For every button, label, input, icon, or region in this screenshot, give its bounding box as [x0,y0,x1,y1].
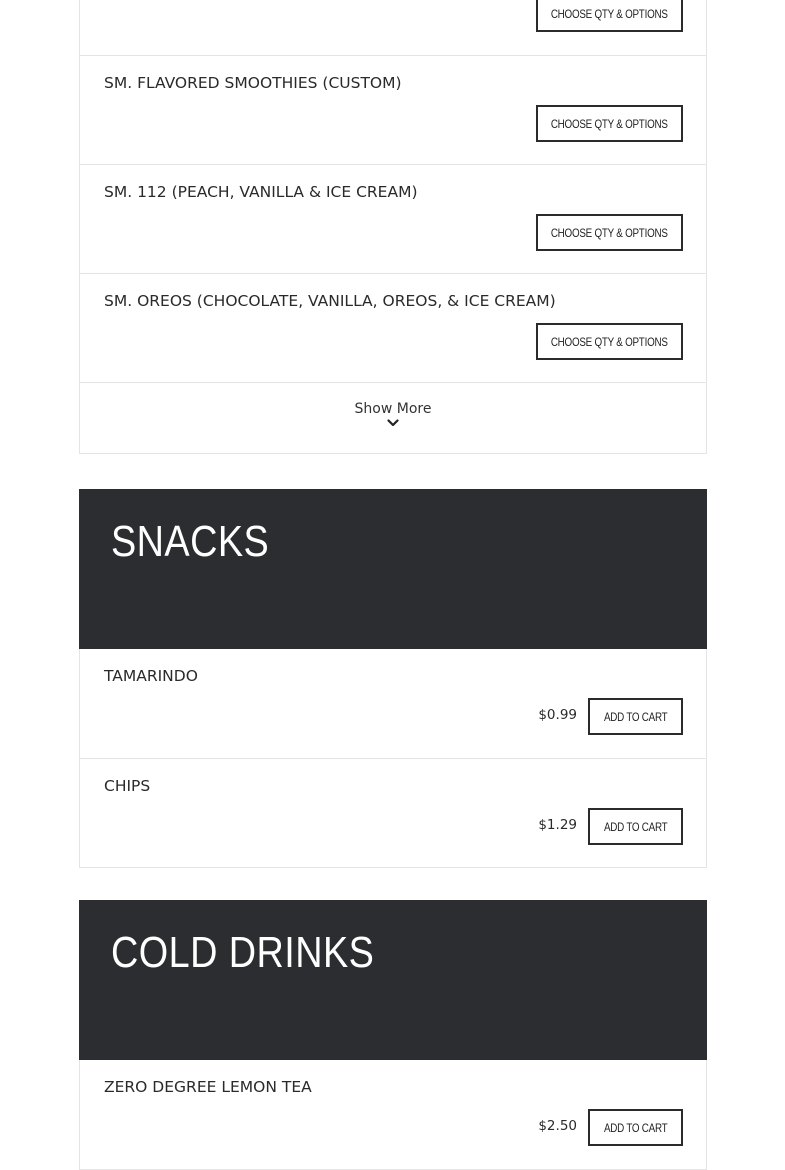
section-title: SNACKS [111,517,270,566]
choose-qty-options-button[interactable]: CHOOSE QTY & OPTIONS [536,214,683,251]
item-price: $1.29 [538,817,577,833]
item-name: SM. FLAVORED SMOOTHIES (CUSTOM) [104,74,402,92]
item-price: $2.50 [538,1118,577,1134]
smoothies-menu-list [79,0,707,454]
item-name: ZERO DEGREE LEMON TEA [104,1078,312,1096]
menu-item [80,0,706,55]
item-price: $0.99 [538,707,577,723]
cold-drinks-menu-list [79,1060,707,1170]
chevron-down-icon [387,419,399,427]
choose-qty-options-button[interactable]: CHOOSE QTY & OPTIONS [536,0,683,32]
menu-item [80,273,706,382]
section-header-cold-drinks [79,900,707,1060]
item-name: CHIPS [104,777,151,795]
snacks-menu-list [79,649,707,868]
menu-item [80,758,706,867]
section-header-snacks [79,489,707,649]
show-more-label: Show More [354,401,432,417]
menu-item [80,164,706,273]
menu-item [80,649,706,758]
add-to-cart-button[interactable]: ADD TO CART [588,1109,683,1146]
show-more-button[interactable] [80,382,706,453]
menu-item [80,55,706,164]
choose-qty-options-button[interactable]: CHOOSE QTY & OPTIONS [536,105,683,142]
add-to-cart-button[interactable]: ADD TO CART [588,808,683,845]
menu-item [80,1060,706,1169]
item-name: SM. 112 (PEACH, VANILLA & ICE CREAM) [104,183,418,201]
item-name: SM. OREOS (CHOCOLATE, VANILLA, OREOS, & ICE CREAM) [104,292,556,310]
item-name: TAMARINDO [104,667,198,685]
section-title: COLD DRINKS [111,928,375,977]
add-to-cart-button[interactable]: ADD TO CART [588,698,683,735]
choose-qty-options-button[interactable]: CHOOSE QTY & OPTIONS [536,323,683,360]
